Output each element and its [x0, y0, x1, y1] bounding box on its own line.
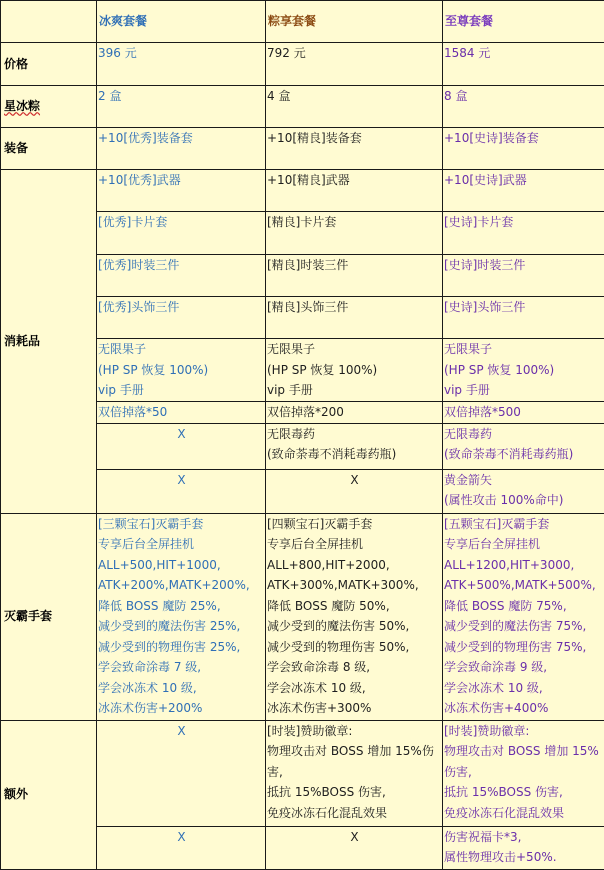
- fruit-package-2: [266, 339, 443, 402]
- headgear-package-2: [精良]头饰三件: [266, 297, 443, 339]
- cards-package-2: [精良]卡片套: [266, 212, 443, 255]
- gloves-line: 减少受到的魔法伤害 50%,: [267, 616, 442, 637]
- equip-label: 装备: [1, 128, 97, 170]
- weapon-package-2: +10[精良]武器: [266, 170, 443, 212]
- gloves-line: 学会致命涂毒 8 级,: [267, 657, 442, 678]
- zongzi-package-3: 8 盒: [443, 86, 604, 128]
- arrow-line-2: (属性攻击 100%命中): [444, 490, 604, 511]
- gloves-line: 学会致命涂毒 7 级,: [98, 657, 265, 678]
- gloves-line: 专享后台全屏挂机: [98, 534, 265, 555]
- gloves-line: ATK+500%,MATK+500%,: [444, 575, 604, 596]
- cards-package-3: [史诗]卡片套: [443, 212, 604, 255]
- arrow-package-2: X: [266, 469, 443, 513]
- gloves-line: ALL+500,HIT+1000,: [98, 555, 265, 576]
- fruit-line-2: (HP SP 恢复 100%): [98, 360, 265, 381]
- gloves-package-1: [97, 513, 266, 720]
- gloves-line: 减少受到的魔法伤害 75%,: [444, 616, 604, 637]
- weapon-package-1: +10[优秀]武器: [97, 170, 266, 212]
- gloves-line: [五颗宝石]灭霸手套: [444, 514, 604, 535]
- poison-package-2: [266, 423, 443, 469]
- poison-line-1: 无限毒药: [267, 424, 442, 445]
- zongzi-package-2: 4 盒: [266, 86, 443, 128]
- header-row: [1, 1, 604, 43]
- header-package-1: 冰爽套餐: [97, 1, 266, 43]
- gloves-line: 冰冻术伤害+300%: [267, 698, 442, 719]
- gloves-package-2: [266, 513, 443, 720]
- extra-label: 额外: [1, 720, 97, 869]
- blessing-package-2: X: [266, 826, 443, 869]
- fruit-line-3: vip 手册: [98, 380, 265, 401]
- badge-line: 免疫冰冻石化混乱效果: [444, 803, 604, 824]
- price-label: 价格: [1, 43, 97, 86]
- drop-package-2: 双倍掉落*200: [266, 402, 443, 424]
- arrow-line-1: 黄金箭矢: [444, 470, 604, 491]
- fruit-line-3: vip 手册: [267, 380, 442, 401]
- zongzi-package-1: 2 盒: [97, 86, 266, 128]
- blessing-package-3: [443, 826, 604, 869]
- badge-line: 物理攻击对 BOSS 增加 15%伤害,: [444, 741, 604, 782]
- drop-package-3: 双倍掉落*500: [443, 402, 604, 424]
- badge-package-2: [266, 720, 443, 826]
- gloves-line: 学会冰冻术 10 级,: [98, 678, 265, 699]
- poison-line-1: 无限毒药: [444, 424, 604, 445]
- equip-package-2: +10[精良]装备套: [266, 128, 443, 170]
- fruit-line-2: (HP SP 恢复 100%): [444, 360, 604, 381]
- equip-package-1: +10[优秀]装备套: [97, 128, 266, 170]
- fruit-package-1: [97, 339, 266, 402]
- gloves-line: 降低 BOSS 魔防 25%,: [98, 596, 265, 617]
- gloves-line: 学会冰冻术 10 级,: [444, 678, 604, 699]
- badge-line: [时装]赞助徽章:: [444, 721, 604, 742]
- gloves-line: [三颗宝石]灭霸手套: [98, 514, 265, 535]
- badge-line: 物理攻击对 BOSS 增加 15%伤害,: [267, 741, 442, 782]
- fruit-package-3: [443, 339, 604, 402]
- price-package-2: 792 元: [266, 43, 443, 86]
- badge-line: [时装]赞助徽章:: [267, 721, 442, 742]
- fruit-line-3: vip 手册: [444, 380, 604, 401]
- fruit-line-1: 无限果子: [267, 339, 442, 360]
- gloves-line: [四颗宝石]灭霸手套: [267, 514, 442, 535]
- poison-line-2: (致命荼毒不消耗毒药瓶): [444, 444, 604, 465]
- gloves-line: 冰冻术伤害+200%: [98, 698, 265, 719]
- price-package-1: 396 元: [97, 43, 266, 86]
- badge-line: 抵抗 15%BOSS 伤害,: [444, 782, 604, 803]
- poison-package-3: [443, 423, 604, 469]
- gloves-line: 学会冰冻术 10 级,: [267, 678, 442, 699]
- blessing-line: 伤害祝福卡*3,: [444, 827, 604, 848]
- equip-package-3: +10[史诗]装备套: [443, 128, 604, 170]
- header-package-2: 粽享套餐: [266, 1, 443, 43]
- badge-row: [1, 720, 604, 826]
- cards-package-1: [优秀]卡片套: [97, 212, 266, 255]
- costume-package-2: [精良]时装三件: [266, 255, 443, 297]
- zongzi-label-text: 星冰粽: [4, 99, 40, 113]
- header-corner: [1, 1, 97, 43]
- price-package-3: 1584 元: [443, 43, 604, 86]
- gloves-line: 学会致命涂毒 9 级,: [444, 657, 604, 678]
- arrow-package-1: X: [97, 469, 266, 513]
- badge-line: 免疫冰冻石化混乱效果: [267, 803, 442, 824]
- weapon-row: [1, 170, 604, 212]
- poison-line-2: (致命荼毒不消耗毒药瓶): [267, 444, 442, 465]
- fruit-line-2: (HP SP 恢复 100%): [267, 360, 442, 381]
- gloves-line: 降低 BOSS 魔防 50%,: [267, 596, 442, 617]
- badge-line: 抵抗 15%BOSS 伤害,: [267, 782, 442, 803]
- gloves-line: 降低 BOSS 魔防 75%,: [444, 596, 604, 617]
- gloves-line: 减少受到的物理伤害 50%,: [267, 637, 442, 658]
- gloves-line: 专享后台全屏挂机: [267, 534, 442, 555]
- equip-row: [1, 128, 604, 170]
- gloves-line: ALL+800,HIT+2000,: [267, 555, 442, 576]
- gloves-line: ATK+300%,MATK+300%,: [267, 575, 442, 596]
- gloves-line: 减少受到的物理伤害 75%,: [444, 637, 604, 658]
- gloves-package-3: [443, 513, 604, 720]
- drop-package-1: 双倍掉落*50: [97, 402, 266, 424]
- blessing-line: 属性物理攻击+50%.: [444, 847, 604, 868]
- gloves-line: 减少受到的魔法伤害 25%,: [98, 616, 265, 637]
- blessing-package-1: X: [97, 826, 266, 869]
- headgear-package-3: [史诗]头饰三件: [443, 297, 604, 339]
- gloves-label: 灭霸手套: [1, 513, 97, 720]
- gloves-line: ALL+1200,HIT+3000,: [444, 555, 604, 576]
- gloves-line: 专享后台全屏挂机: [444, 534, 604, 555]
- fruit-line-1: 无限果子: [444, 339, 604, 360]
- fruit-line-1: 无限果子: [98, 339, 265, 360]
- costume-package-3: [史诗]时装三件: [443, 255, 604, 297]
- headgear-package-1: [优秀]头饰三件: [97, 297, 266, 339]
- costume-package-1: [优秀]时装三件: [97, 255, 266, 297]
- poison-package-1: X: [97, 423, 266, 469]
- consumables-label: 消耗品: [1, 170, 97, 514]
- header-package-3: 至尊套餐: [443, 1, 604, 43]
- zongzi-row: [1, 86, 604, 128]
- gloves-line: 冰冻术伤害+400%: [444, 698, 604, 719]
- badge-package-1: X: [97, 720, 266, 826]
- weapon-package-3: +10[史诗]武器: [443, 170, 604, 212]
- gloves-row: [1, 513, 604, 720]
- arrow-package-3: [443, 469, 604, 513]
- zongzi-label: [1, 86, 97, 128]
- price-row: [1, 43, 604, 86]
- gloves-line: 减少受到的物理伤害 25%,: [98, 637, 265, 658]
- gloves-line: ATK+200%,MATK+200%,: [98, 575, 265, 596]
- badge-package-3: [443, 720, 604, 826]
